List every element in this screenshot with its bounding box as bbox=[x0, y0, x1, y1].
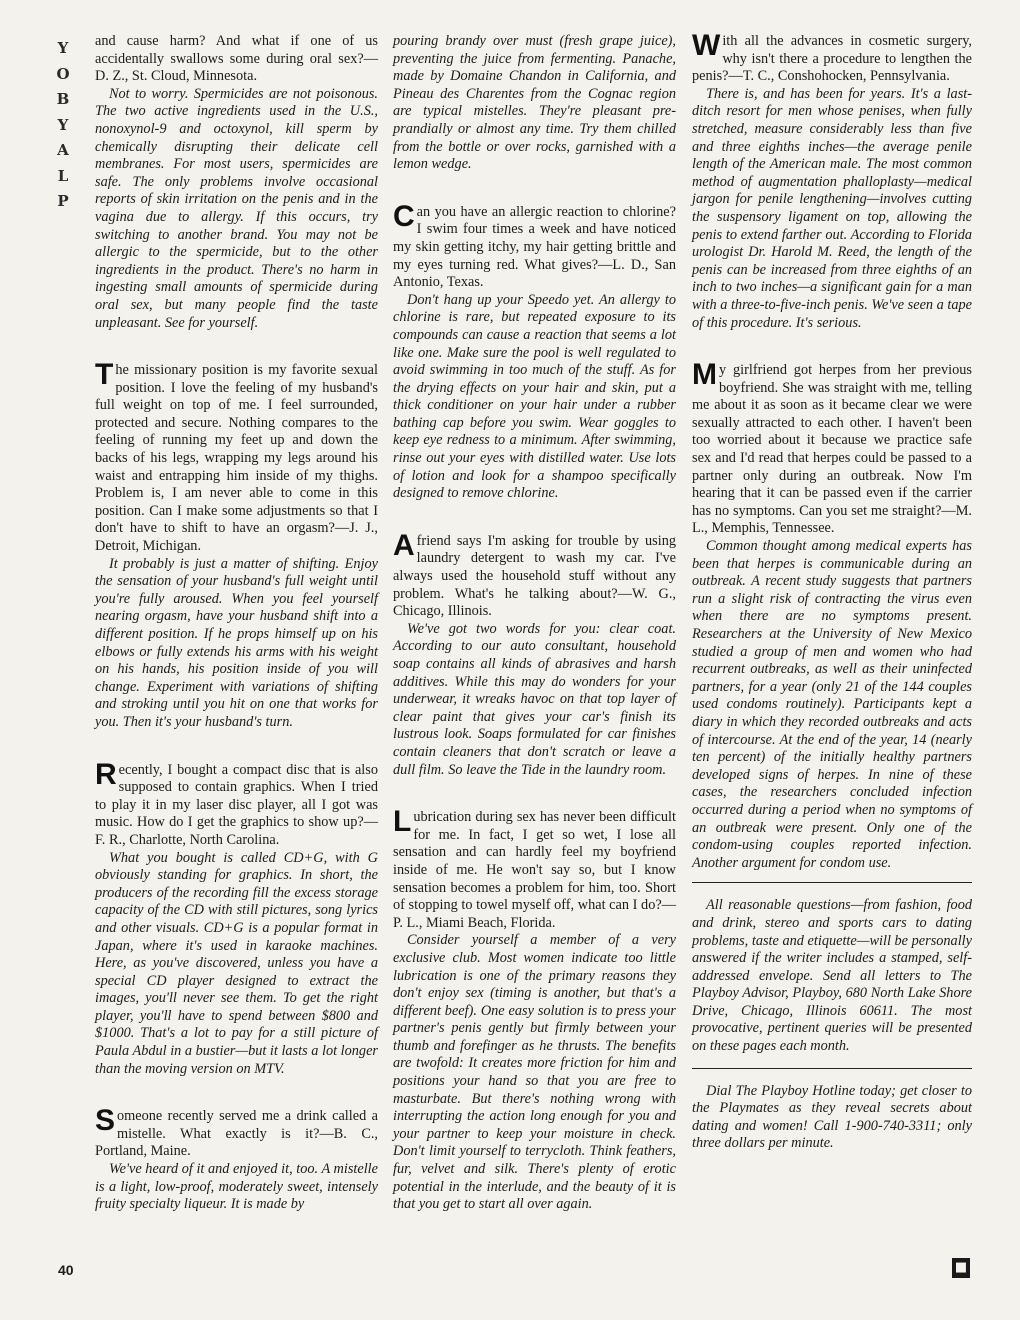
question bbox=[95, 757, 378, 850]
question-text: friend says I'm asking for trouble by using laundry detergent to wash my car. I've always used the household stuff without any problem. What's he talking about?—W. G., Chicago, Illinois. bbox=[393, 532, 676, 620]
question bbox=[95, 358, 378, 556]
hotline-notice: Dial The Playboy Hotline today; get closer to the Playmates as they reveal secrets about dating and women! Call 1-900-740-3311; only three dollars per minute. bbox=[692, 1082, 972, 1152]
question bbox=[393, 805, 676, 932]
column-1 bbox=[95, 33, 378, 1214]
drop-cap: C bbox=[393, 199, 415, 233]
rabbit-logo-icon: ■ bbox=[952, 1258, 970, 1278]
drop-cap: L bbox=[393, 805, 412, 839]
answer: Common thought among medical experts has been that herpes is communicable during an outbreak. A recent study suggests that partners run a slight risk of contracting the virus even when there are no symptoms present. Researchers at the University of New Mexico studied a group of men and women who had recurrent outbreaks, as well as their uninfected partners, for a year (only 21 of the 144 couples used condoms routinely). Participants kept a diary in which they recorded outbreaks and acts of intercourse. At the end of the year, 14 (nearly ten percent) of the initially healthy partners developed signs of herpes. In nine of these cases, the researchers concluded infection occurred during a period when no symptoms of an outbreak were present. Only one of the condom-using couples reported infection. Another argument for condom use. bbox=[692, 538, 972, 871]
magazine-name-vertical bbox=[52, 36, 74, 215]
submission-notice: All reasonable questions—from fashion, food and drink, stereo and sports cars to dating problems, taste and etiquette—will be personally answered if the writer includes a stamped, self-addressed envelope. Send all letters to The Playboy Advisor, Playboy, 680 North Lake Shore Drive, Chicago, Illinois 60611. The most provocative, pertinent queries will be presented on these pages each month. bbox=[692, 897, 972, 1055]
question-text: an you have an allergic reaction to chlorine? I swim four times a week and have noticed my skin getting itchy, my hair getting brittle and my eyes turning red. What gives?—L. D., San Antonio, Texas. bbox=[393, 203, 676, 291]
drop-cap: A bbox=[393, 528, 415, 562]
question bbox=[393, 199, 676, 292]
question-text: ith all the advances in cosmetic surgery, why isn't there a procedure to lengthen the penis?—T. C., Conshohocken, Pennsylvania. bbox=[692, 33, 972, 85]
question bbox=[692, 29, 972, 86]
answer: What you bought is called CD+G, with G obviously standing for graphics. In short, the producers of the recording fill the excess storage capacity of the CD with still pictures, song lyrics and other visuals. CD+G is a popular format in Japan, where it's used in karaoke machines. Here, as you've discovered, unless you have a special CD player designed to extract the images, you'll never see them. To get the right player, you'll have to spend between $800 and $1000. That's a lot to pay for a still picture of Paula Abdul in a bustier—but it lasts a lot longer than the moving version on MTV. bbox=[95, 849, 378, 1077]
answer: There is, and has been for years. It's a last-ditch resort for men whose penises, when fully stretched, measure considerably less than five and three eighths inches—the average penile length of the American male. The most common method of augmentation phalloplasty—medical jargon for penile lengthening—involves cutting the suspensory ligament on top, allowing the penis to extend farther out. According to Florida urologist Dr. Harold M. Reed, the length of the penis can be increased from three eighths of an inch to two inches—a significant gain for a man with a three-to-five-inch penis. We've seen a tape of this procedure. It's serious. bbox=[692, 85, 972, 331]
question bbox=[95, 1104, 378, 1161]
side-letter: Y bbox=[57, 39, 69, 57]
question-text: he missionary position is my favorite sexual position. I love the feeling of my husband's full weight on top of me. I feel surrounded, protected and secure. Nothing compares to the feeling of running my feet up and down the backs of his legs, wrapping my legs around his waist and entrapping him inside of my thighs. Problem is, I am never able to come in this position. Can I make some adjustments so that I don't have to shift to have an orgasm?—J. J., Detroit, Michigan. bbox=[95, 362, 378, 555]
side-letter: A bbox=[57, 141, 69, 159]
question-continued: and cause harm? And what if one of us accidentally swallows some during oral sex?—D. Z., St. Cloud, Minnesota. bbox=[95, 33, 378, 85]
answer: We've heard of it and enjoyed it, too. A mistelle is a light, low-proof, moderately sweet, intensely fruity specialty liqueur. It is made by bbox=[95, 1161, 378, 1213]
column-2 bbox=[393, 33, 676, 1214]
side-letter: Y bbox=[57, 115, 69, 134]
question-text: y girlfriend got herpes from her previous boyfriend. She was straight with me, telling me about it as soon as it became clear we were sexually attracted to each other. I haven't been too worried about it because we practice safe sex and I'd read that herpes could be passed to a partner only during an outbreak. Now I'm hearing that it can be passed even if the carrier has no symptoms. Can you set me straight?—M. L., Memphis, Tennessee. bbox=[692, 362, 972, 537]
drop-cap: S bbox=[95, 1104, 116, 1138]
divider-rule bbox=[692, 882, 972, 883]
answer: We've got two words for you: clear coat. According to our auto consultant, household soap contains all kinds of abrasives and harsh additives. While this may do wonders for your underwear, it wreaks havoc on that top layer of clear paint that gives your car's finish its lustrous look. Soaps formulated for car finishes contain cleaners that don't scratch or leave a dull film. So leave the Tide in the laundry room. bbox=[393, 620, 676, 778]
column-3 bbox=[692, 29, 972, 1153]
question-text: ecently, I bought a compact disc that is also supposed to contain graphics. When I tried to play it in my laser disc player, all I got was music. How do I get the graphics to show up?—F. R., Charlotte, North Carolina. bbox=[95, 761, 378, 848]
question bbox=[692, 358, 972, 538]
answer: Not to worry. Spermicides are not poisonous. The two active ingredients used in the U.S., nonoxynol-9 and octoxynol, kill sperm by chemically disrupting their delicate cell membranes. For most users, spermicides are safe. The only problems involve occasional reports of skin irritation on the penis and in the vagina due to allergy. If this occurs, try switching to another brand. You may not be allergic to the spermicide, but to the other ingredients in the product. There's no harm in ingesting small amounts of spermicide during oral sex, but many people find the taste unpleasant. See for yourself. bbox=[95, 85, 378, 331]
divider-rule bbox=[692, 1068, 972, 1069]
answer: Consider yourself a member of a very exclusive club. Most women indicate too little lubrication is one of the primary reasons they don't enjoy sex (timing is another, but that's a different beef). One easy solution is to press your partner's penis gently but firmly between your thumb and forefinger as he thrusts. The benefits are twofold: It creates more friction for him and positions your hand so that you are free to masturbate. But there's nothing wrong with interrupting the action long enough for you and your partner to keep your moisture in check. Don't limit yourself to terrycloth. Think feathers, fur, velvet and silk. There's plenty of erotic potential in the interlude, and the beauty of it is that you get to start all over again. bbox=[393, 932, 676, 1213]
answer-continued: pouring brandy over must (fresh grape juice), preventing the juice from fermenting. Panache, made by Domaine Chandon in California, and Pineau des Charentes from the Cognac region are typical mistelles. They're pleasant pre-prandially or almost any time. Try them chilled from the bottle or over rocks, garnished with a lemon wedge. bbox=[393, 33, 676, 173]
drop-cap: M bbox=[692, 358, 717, 392]
answer: It probably is just a matter of shifting. Enjoy the sensation of your husband's full weight until you're fully aroused. When you feel yourself nearing orgasm, have your husband shift into a different position. If he props himself up on his elbows or fully extends his arms with his weight on his hands, his position inside of you will change. Experiment with variations of shifting and stroking until you hit on one that works for you. Then it's your husband's turn. bbox=[95, 555, 378, 730]
question bbox=[393, 528, 676, 621]
drop-cap: T bbox=[95, 358, 114, 392]
drop-cap: R bbox=[95, 757, 117, 791]
page-number: 40 bbox=[58, 1262, 74, 1278]
side-letter: P bbox=[57, 192, 69, 210]
answer: Don't hang up your Speedo yet. An allergy to chlorine is rare, but repeated exposure to its compounds can cause a reaction that seems a lot like one. Make sure the pool is well regulated to avoid swimming in too much of the stuff. As for the drying effects on your hair and skin, put a thick conditioner on your hair under a rubber bathing cap before you swim. Wear goggles to keep eye redness to a minimum. After swimming, rinse out your eyes with distilled water. Use lots of lotion and look for a shampoo specifically designed to remove chlorine. bbox=[393, 291, 676, 502]
drop-cap: W bbox=[692, 29, 721, 62]
question-text: ubrication during sex has never been difficult for me. In fact, I get so wet, I lose all sensation and can hardly feel my boyfriend inside of me. He won't say so, but I know sensation becomes a problem for him, too. Short of stopping to towel myself off, what can I do?—P. L., Miami Beach, Florida. bbox=[393, 809, 676, 931]
side-letter: L bbox=[57, 166, 69, 185]
side-letter: B bbox=[56, 90, 70, 108]
side-letter: O bbox=[56, 64, 70, 83]
question-text: omeone recently served me a drink called a mistelle. What exactly is it?—B. C., Portland, Maine. bbox=[95, 1108, 378, 1160]
